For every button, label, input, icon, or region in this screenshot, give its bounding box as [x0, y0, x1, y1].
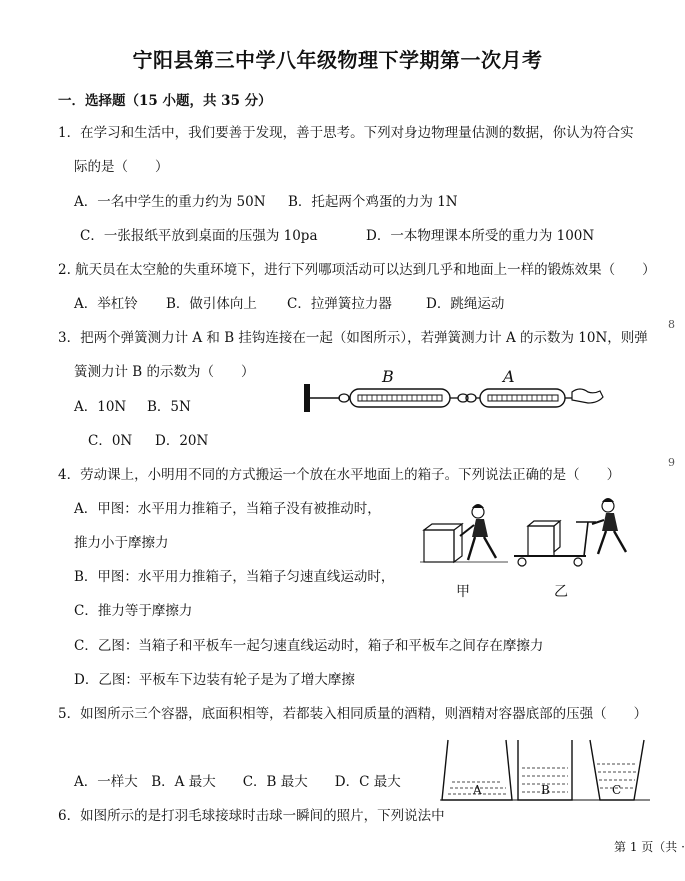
q4-option-d: D．乙图：平板车下边装有轮子是为了增大摩擦: [74, 672, 355, 688]
q1-stem-line2: 际的是（ ）: [74, 159, 169, 175]
q2-stem: 2. 航天员在太空舱的失重环境下，进行下列哪项活动可以达到几乎和地面上一样的锻炼效果（ ）: [58, 262, 656, 278]
q1-option-b: B．托起两个鸡蛋的力为 1N: [288, 194, 458, 210]
q1-option-c: C．一张报纸平放到桌面的压强为 10pa: [80, 228, 318, 244]
edge-mark-9: 9: [668, 456, 675, 469]
q4-option-b-line1: B．甲图：水平用力推箱子，当箱子匀速直线运动时，: [74, 569, 395, 585]
q3-stem-line1: 3．把两个弹簧测力计 A 和 B 挂钩连接在一起（如图所示），若弹簧测力计 A 的示数为 10N，则弹: [58, 330, 648, 346]
page-footer: 第 1 页（共 ·: [614, 840, 685, 854]
q3-option-c: C．0N: [88, 433, 133, 449]
container-label-c: C: [612, 783, 622, 797]
q1-stem-line1: 1．在学习和生活中，我们要善于发现，善于思考。下列对身边物理量估测的数据，你认为符合实: [58, 125, 634, 141]
container-label-a: A: [473, 783, 482, 797]
q4-option-c: C．乙图：当箱子和平板车一起匀速直线运动时，箱子和平板车之间存在摩擦力: [74, 638, 544, 654]
container-label-b: B: [541, 783, 550, 797]
q3-option-a: A．10N: [74, 399, 127, 415]
page-title: 宁阳县第三中学八年级物理下学期第一次月考: [132, 48, 543, 72]
q1-option-a: A．一名中学生的重力约为 50N: [74, 194, 266, 210]
figure-label-yi: 乙: [554, 584, 568, 600]
q6-stem: 6．如图所示的是打羽毛球接球时击球一瞬间的照片，下列说法中: [58, 808, 445, 824]
section-heading: 一．选择题（15 小题，共 35 分）: [58, 93, 272, 109]
q3-stem-line2: 簧测力计 B 的示数为（ ）: [74, 364, 255, 380]
q4-option-b-line2: C．推力等于摩擦力: [74, 603, 193, 619]
figure-label-jia: 甲: [456, 584, 470, 600]
q4-stem: 4．劳动课上，小明用不同的方式搬运一个放在水平地面上的箱子。下列说法正确的是（ ）: [58, 467, 621, 483]
q3-option-d: D．20N: [155, 433, 209, 449]
q4-option-a-line2: 推力小于摩擦力: [74, 535, 169, 551]
q5-stem: 5．如图所示三个容器，底面积相等，若都装入相同质量的酒精，则酒精对容器底部的压强（ ）: [58, 706, 648, 722]
q4-option-a-line1: A．甲图：水平用力推箱子，当箱子没有被推动时，: [74, 501, 381, 517]
spring-scale-figure: [300, 364, 605, 418]
edge-mark-8: 8: [668, 318, 675, 331]
q1-option-d: D．一本物理课本所受的重力为 100N: [366, 228, 595, 244]
q2-option-c: C．拉弹簧拉力器: [287, 296, 392, 312]
scale-label-a: A: [503, 367, 515, 386]
containers-figure: [440, 736, 650, 806]
scale-label-b: B: [382, 367, 394, 386]
q3-option-b: B．5N: [147, 399, 191, 415]
q2-option-b: B．做引体向上: [166, 296, 257, 312]
box-pushing-figure: [418, 492, 640, 602]
q2-option-d: D．跳绳运动: [426, 296, 505, 312]
q5-options: A．一样大 B．A 最大 C．B 最大 D．C 最大: [74, 774, 401, 790]
q2-option-a: A．举杠铃: [74, 296, 138, 312]
